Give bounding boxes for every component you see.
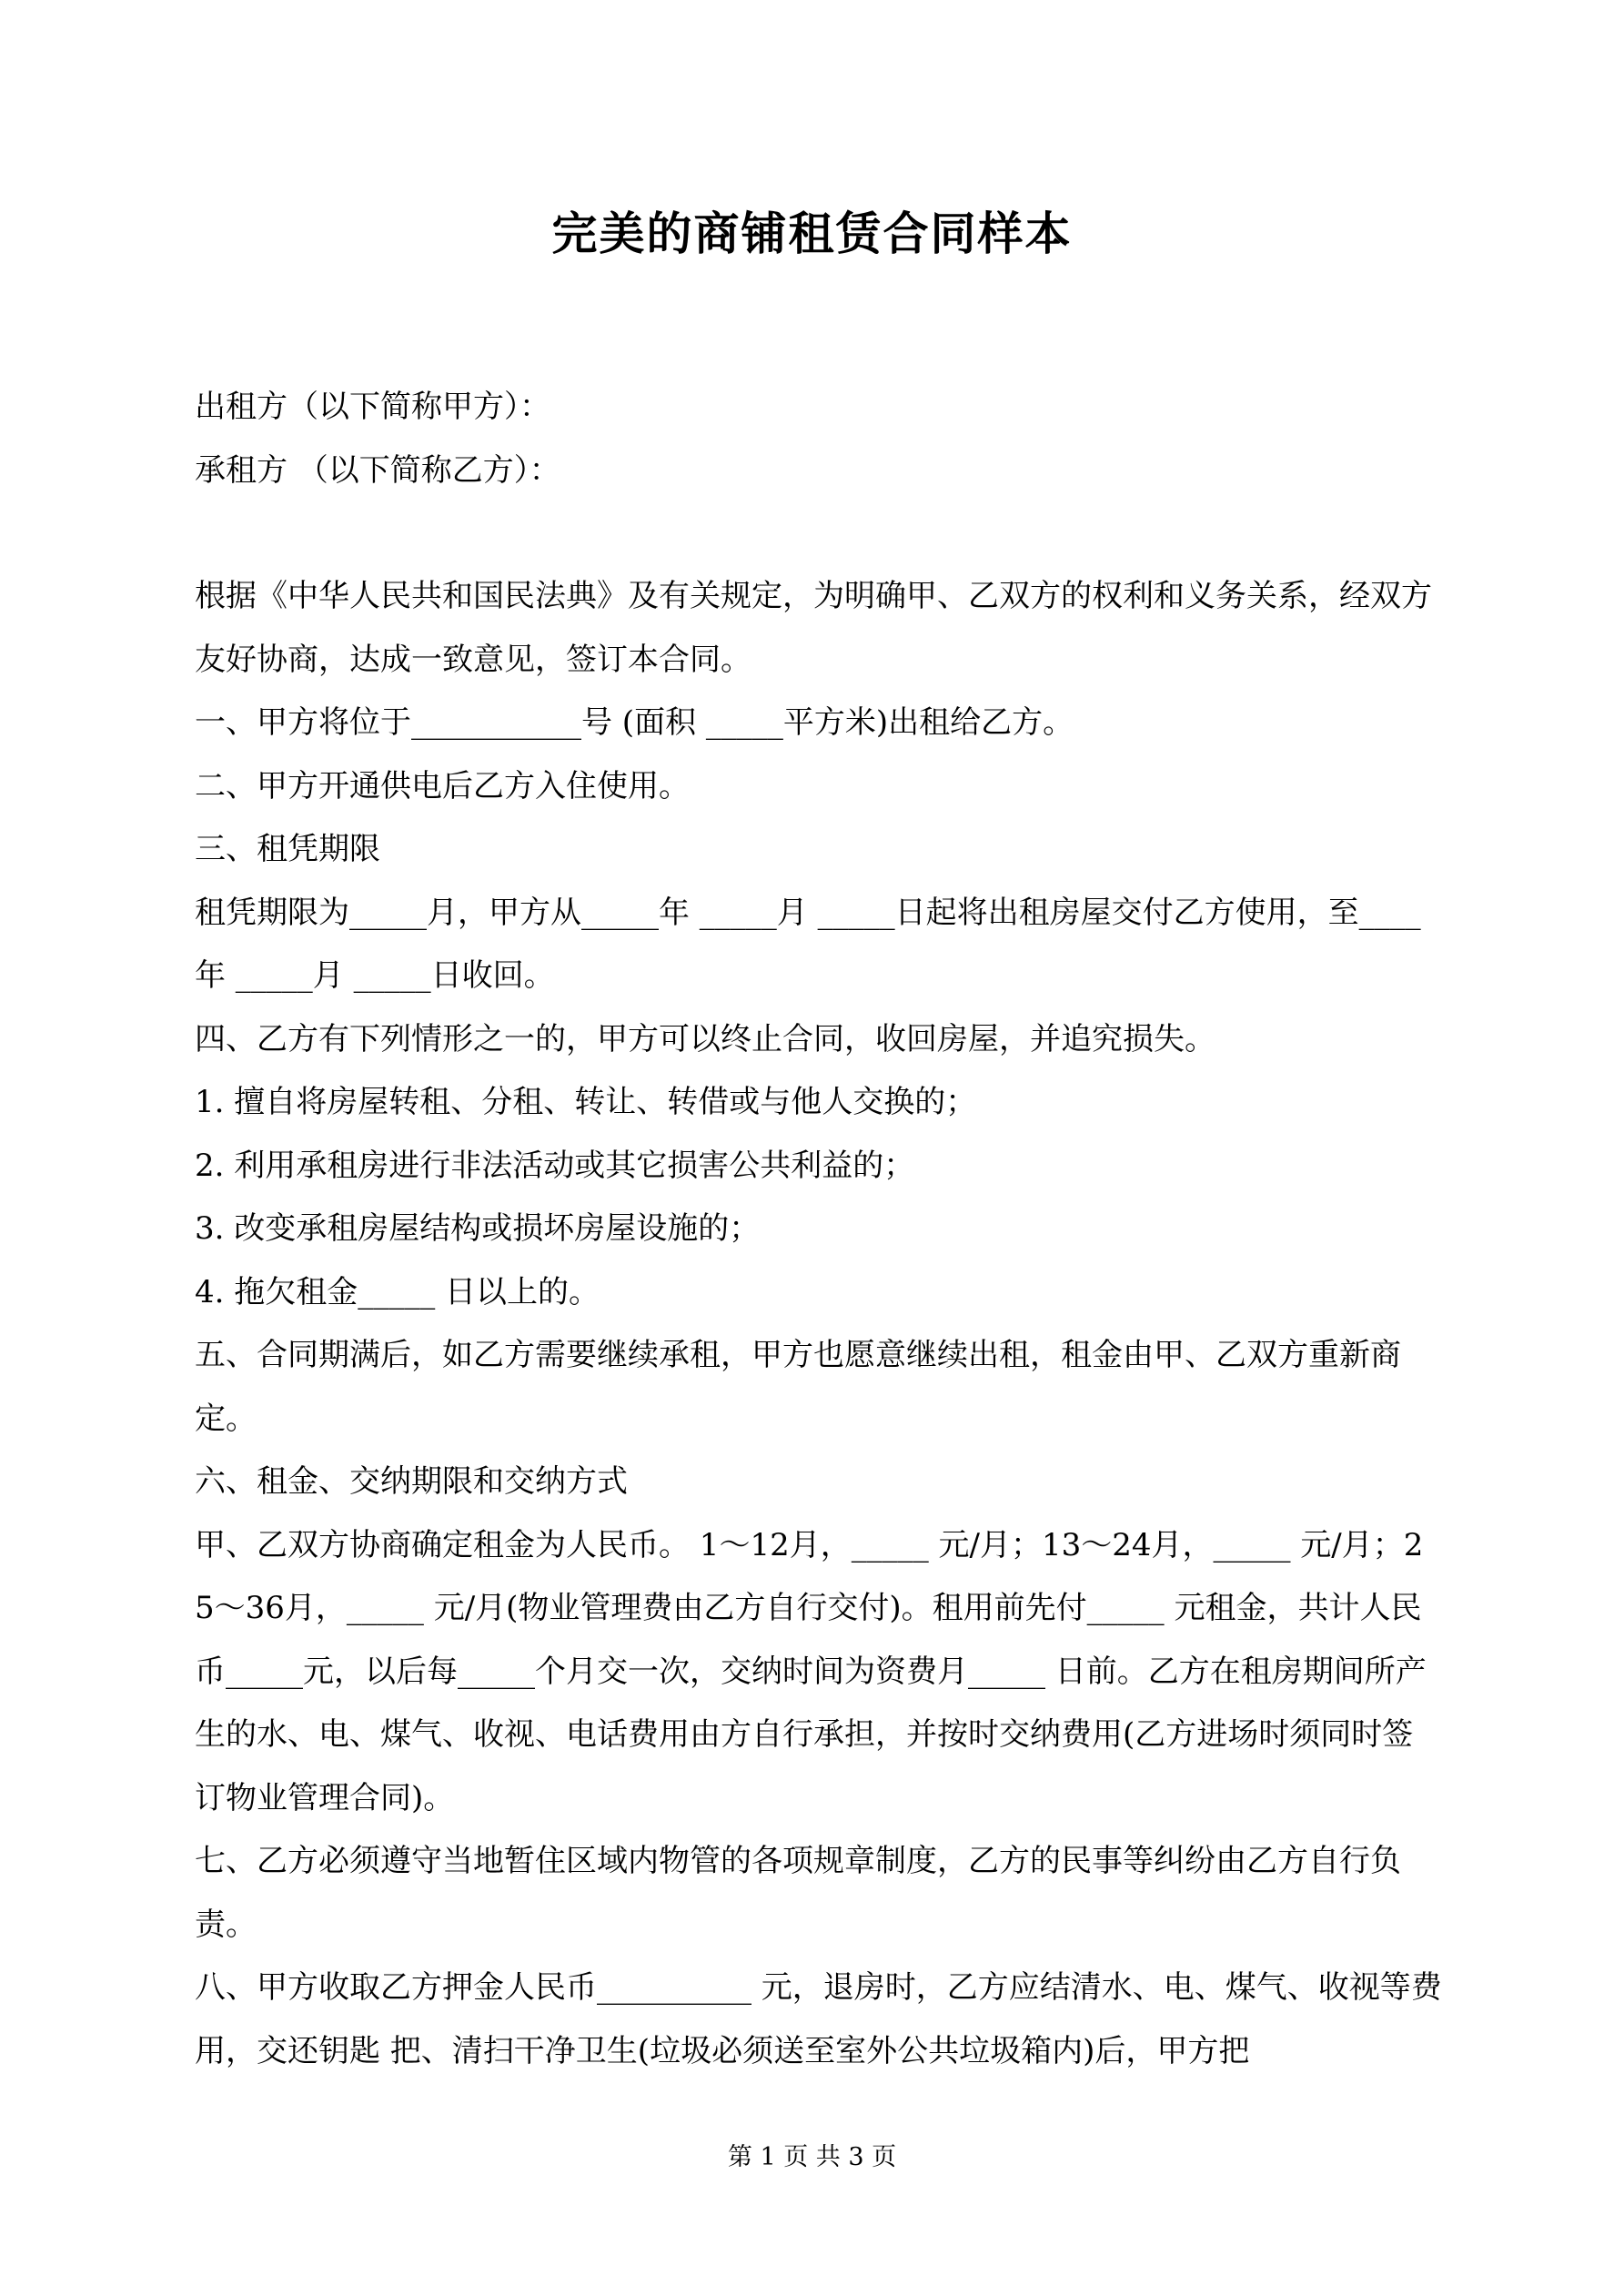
- clause-8: 八、甲方收取乙方押金人民币__________ 元，退房时，乙方应结清水、电、煤气、收视等费用，交还钥匙 把、清扫干净卫生(垃圾必须送至室外公共垃圾箱内)后，甲方把: [195, 1969, 1442, 2069]
- clause-6-heading: 六、租金、交纳期限和交纳方式: [195, 1463, 628, 1500]
- clause-4-item-2: 2. 利用承租房进行非法活动或其它损害公共利益的；: [195, 1147, 915, 1184]
- clause-4-item-1: 1. 擅自将房屋转租、分租、转让、转借或与他人交换的；: [195, 1084, 977, 1120]
- clause-3-text: 租凭期限为_____月，甲方从_____年 _____月 _____日起将出租房屋交付乙方使用，至____年 _____月 _____日收回。: [195, 894, 1421, 994]
- clause-1: 一、甲方将位于___________号 (面积 _____平方米)出租给乙方。: [195, 704, 1074, 741]
- preamble-paragraph: 根据《中华人民共和国民法典》及有关规定，为明确甲、乙双方的权利和义务关系，经双方友好协商，达成一致意见，签订本合同。: [195, 578, 1432, 678]
- clause-6-text: 甲、乙双方协商确定租金为人民币。 1～12月，_____ 元/月；13～24月，_____ 元/月；25～36月，_____ 元/月(物业管理费由乙方自行交付)。租用前先付_____ 元租金，共计人民币_____元，以后每_____个月交一次，交纳时间为资费月_____ 日前。乙方在租房期间所产生的水、电、煤气、收视、电话费用由方自行承担，并按时交纳费用(乙方进场时须同时签订物业管理合同)。: [195, 1526, 1427, 1816]
- clause-7: 七、乙方必须遵守当地暂住区域内物管的各项规章制度，乙方的民事等纠纷由乙方自行负责。: [195, 1843, 1401, 1943]
- clause-4-item-3: 3. 改变承租房屋结构或损坏房屋设施的；: [195, 1210, 761, 1247]
- clause-4-item-4: 4. 拖欠租金_____ 日以上的。: [195, 1273, 600, 1310]
- clause-5: 五、合同期满后，如乙方需要继续承租，甲方也愿意继续出租，租金由甲、乙双方重新商定。: [195, 1337, 1401, 1437]
- document-body: [195, 376, 1442, 2083]
- clause-2: 二、甲方开通供电后乙方入住使用。: [195, 767, 690, 804]
- clause-4-heading: 四、乙方有下列情形之一的，甲方可以终止合同，收回房屋，并追究损失。: [195, 1020, 1215, 1057]
- lessee-line: 承租方 （以下简称乙方）：: [195, 451, 560, 489]
- clause-3-heading: 三、租凭期限: [195, 831, 380, 867]
- spacer: [195, 502, 1442, 565]
- lessor-line: 出租方（以下简称甲方）：: [195, 389, 550, 425]
- page-footer: 第 1 页 共 3 页: [727, 2143, 897, 2171]
- document-title: 完美的商铺租赁合同样本: [551, 207, 1073, 260]
